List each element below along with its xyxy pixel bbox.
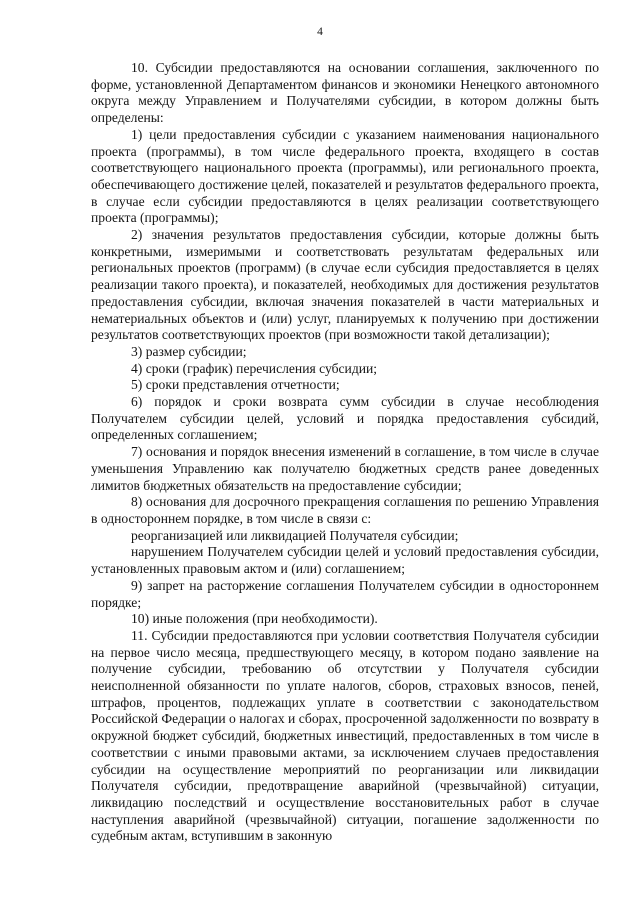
sub-item-violation: нарушением Получателем субсидии целей и условий предоставления субсидии, установленных правовым актом и (или) соглашением; <box>91 544 599 577</box>
sub-item-reorganization: реорганизацией или ликвидацией Получателя субсидии; <box>131 527 459 543</box>
paragraph-11: 11. Субсидии предоставляются при условии соответствия Получателя субсидии на первое число месяца, предшествующего месяцу, в котором подано заявление на получение субсидии, требованию об отсутствии у Получателя субсидии неисполненной обязанности по уплате налогов, сборов, страховых взносов, пеней, штрафов, процентов, подлежащих уплате в соответствии с законодательством Российской Федерации о налогах и сборах, просроченной задолженности по возврату в окружной бюджет субсидий, бюджетных инвестиций, предоставленных в том числе в соответствии с иными правовыми актами, за исключением случаев предоставления субсидии на осуществление мероприятий по реорганизации или ликвидации Получателя субсидии, предотвращение аварийной (чрезвычайной) ситуации, ликвидацию последствий и осуществление восстановительных работ в случае наступления аварийной (чрезвычайной) ситуации, погашение задолженности по судебным актам, вступившим в законную <box>91 627 599 844</box>
page-number: 4 <box>317 26 323 38</box>
list-item-3: 3) размер субсидии; <box>131 343 247 359</box>
list-item-6: 6) порядок и сроки возврата сумм субсидии в случае несоблюдения Получателем субсидии целей, условий и порядка предоставления субсидий, определенных соглашением; <box>91 394 599 443</box>
list-item-1: 1) цели предоставления субсидии с указанием наименования национального проекта (программы), в том числе федерального проекта, входящего в состав соответствующего национального проекта (программы), или регионального проекта, обеспечивающего достижение целей, показателей и результатов федерального проекта, в случае если субсидии предоставляются в целях реализации соответствующего проекта (программы); <box>91 126 599 226</box>
document-body <box>91 60 599 845</box>
list-item-10: 10) иные положения (при необходимости). <box>131 611 378 627</box>
list-item-2: 2) значения результатов предоставления субсидии, которые должны быть конкретными, измеримыми и соответствовать результатам федеральных или региональных проектов (программ) (в случае если субсидия предоставляется в целях реализации такого проекта), и показателей, необходимых для достижения результатов предоставления субсидии, включая значения показателей в части материальных и нематериальных объектов и (или) услуг, планируемых к получению при достижении результатов соответствующих проектов (при возможности такой детализации); <box>91 227 599 343</box>
paragraph-10: 10. Субсидии предоставляются на основании соглашения, заключенного по форме, установленной Департаментом финансов и экономики Ненецкого автономного округа между Управлением и Получателями субсидии, в котором должны быть определены: <box>91 60 599 126</box>
list-item-5: 5) сроки представления отчетности; <box>131 377 340 393</box>
list-item-9: 9) запрет на расторжение соглашения Получателем субсидии в одностороннем порядке; <box>91 577 599 610</box>
list-item-4: 4) сроки (график) перечисления субсидии; <box>131 360 378 376</box>
list-item-8: 8) основания для досрочного прекращения соглашения по решению Управления в одностороннем порядке, в том числе в связи с: <box>91 494 599 526</box>
list-item-7: 7) основания и порядок внесения изменений в соглашение, в том числе в случае уменьшения Управлению как получателю бюджетных средств ранее доведенных лимитов бюджетных обязательств на предоставление субсидии; <box>91 444 599 493</box>
